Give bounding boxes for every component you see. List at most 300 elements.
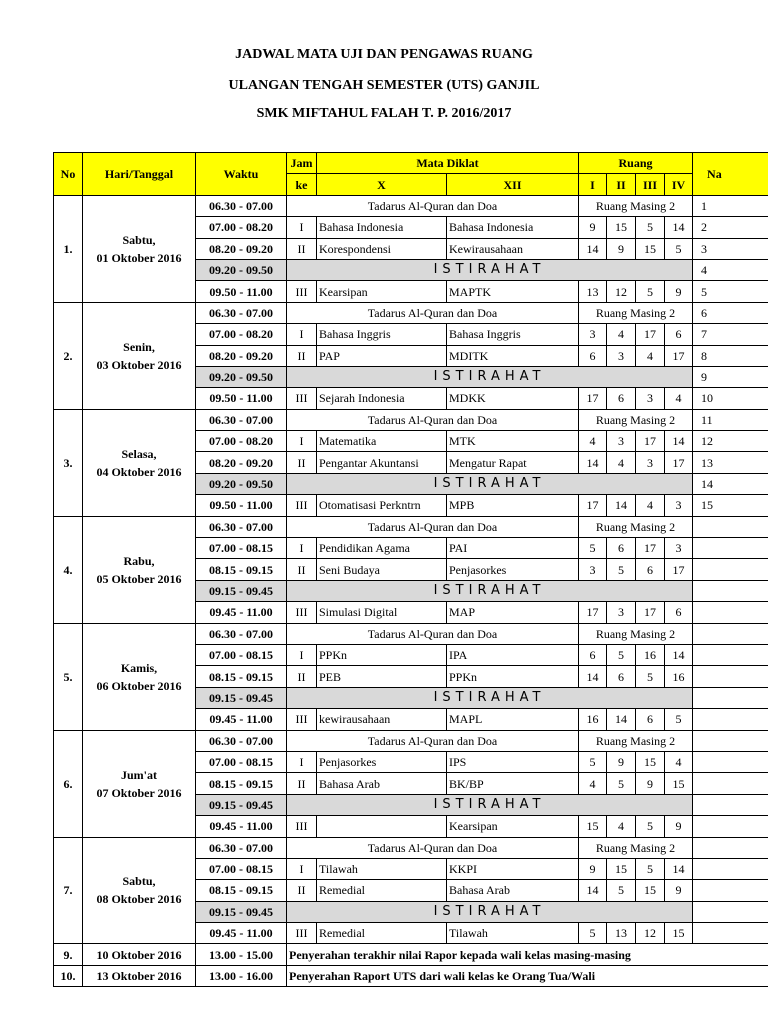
table-row (54, 195, 768, 216)
jam-cell: III (287, 281, 317, 302)
day-name: Selasa, (121, 446, 157, 461)
room-1-cell: 5 (579, 923, 607, 944)
room-4-cell: 4 (665, 388, 693, 409)
tadarus-cell: Tadarus Al-Quran dan Doa (287, 302, 579, 323)
time-cell: 09.45 - 11.00 (196, 602, 287, 623)
header-no: No (54, 153, 83, 196)
na-cell: 13 (693, 452, 768, 473)
room-2-cell: 3 (607, 602, 636, 623)
room-1-cell: 5 (579, 751, 607, 772)
tadarus-cell: Tadarus Al-Quran dan Doa (287, 195, 579, 216)
time-cell: 09.50 - 11.00 (196, 388, 287, 409)
istirahat-cell: ISTIRAHAT (287, 473, 693, 494)
title-line-1: JADWAL MATA UJI DAN PENGAWAS RUANG (235, 47, 533, 62)
jam-cell: I (287, 431, 317, 452)
schedule-table (53, 152, 768, 987)
header-hari-tanggal: Hari/Tanggal (83, 153, 196, 196)
room-1-cell: 14 (579, 666, 607, 687)
room-3-cell: 17 (636, 324, 665, 345)
na-cell: 8 (693, 345, 768, 366)
room-2-cell: 3 (607, 345, 636, 366)
subject-x-cell: Simulasi Digital (317, 602, 447, 623)
na-cell (693, 794, 768, 815)
room-4-cell: 14 (665, 644, 693, 665)
day-name: Kamis, (120, 660, 158, 675)
day-number: 6. (54, 730, 83, 837)
room-2-cell: 12 (607, 281, 636, 302)
day-name: Rabu, (123, 553, 155, 568)
subject-xii-cell: Bahasa Indonesia (447, 217, 579, 238)
ruang-masing-cell: Ruang Masing 2 (579, 623, 693, 644)
time-cell: 09.45 - 11.00 (196, 816, 287, 837)
na-cell (693, 730, 768, 751)
na-cell: 15 (693, 495, 768, 516)
room-3-cell: 4 (636, 495, 665, 516)
header-ruang-3: III (636, 174, 665, 195)
title-line-3: SMK MIFTAHUL FALAH T. P. 2016/2017 (256, 106, 512, 121)
ruang-masing-cell: Ruang Masing 2 (579, 516, 693, 537)
room-3-cell: 17 (636, 431, 665, 452)
istirahat-cell: ISTIRAHAT (287, 901, 693, 922)
subject-xii-cell: MTK (447, 431, 579, 452)
header-mata-diklat: Mata Diklat (317, 153, 579, 174)
na-cell (693, 602, 768, 623)
jam-cell: III (287, 923, 317, 944)
header-ruang: Ruang (579, 153, 693, 174)
room-2-cell: 3 (607, 431, 636, 452)
room-4-cell: 15 (665, 923, 693, 944)
time-cell: 09.20 - 09.50 (196, 259, 287, 280)
subject-xii-cell: Penjasorkes (447, 559, 579, 580)
room-4-cell: 17 (665, 452, 693, 473)
ruang-masing-cell: Ruang Masing 2 (579, 837, 693, 858)
day-date: 07 Oktober 2016 (96, 785, 182, 800)
ruang-masing-cell: Ruang Masing 2 (579, 730, 693, 751)
time-cell: 07.00 - 08.15 (196, 644, 287, 665)
na-cell (693, 901, 768, 922)
na-cell (693, 666, 768, 687)
room-2-cell: 4 (607, 324, 636, 345)
time-cell: 07.00 - 08.15 (196, 858, 287, 879)
ruang-masing-cell: Ruang Masing 2 (579, 302, 693, 323)
time-cell: 09.15 - 09.45 (196, 794, 287, 815)
table-row (54, 837, 768, 858)
room-3-cell: 16 (636, 644, 665, 665)
room-3-cell: 15 (636, 751, 665, 772)
room-1-cell: 6 (579, 644, 607, 665)
room-4-cell: 5 (665, 709, 693, 730)
istirahat-cell: ISTIRAHAT (287, 794, 693, 815)
footer-date: 10 Oktober 2016 (83, 944, 196, 965)
subject-xii-cell: Tilawah (447, 923, 579, 944)
room-2-cell: 9 (607, 238, 636, 259)
subject-xii-cell: Mengatur Rapat (447, 452, 579, 473)
na-cell: 6 (693, 302, 768, 323)
room-2-cell: 5 (607, 880, 636, 901)
footer-date: 13 Oktober 2016 (83, 965, 196, 986)
jam-cell: I (287, 217, 317, 238)
room-1-cell: 5 (579, 538, 607, 559)
header-ruang-4: IV (665, 174, 693, 195)
room-3-cell: 12 (636, 923, 665, 944)
jam-cell: II (287, 452, 317, 473)
jam-cell: III (287, 709, 317, 730)
na-cell (693, 773, 768, 794)
jam-cell: II (287, 238, 317, 259)
time-cell: 09.45 - 11.00 (196, 709, 287, 730)
subject-x-cell: Sejarah Indonesia (317, 388, 447, 409)
header-class-xii: XII (447, 174, 579, 195)
room-4-cell: 6 (665, 324, 693, 345)
time-cell: 09.15 - 09.45 (196, 580, 287, 601)
day-number: 1. (54, 195, 83, 302)
day-date: 05 Oktober 2016 (96, 571, 182, 586)
room-3-cell: 17 (636, 602, 665, 623)
day-date: 04 Oktober 2016 (96, 464, 182, 479)
na-cell (693, 538, 768, 559)
subject-x-cell: Bahasa Arab (317, 773, 447, 794)
room-2-cell: 6 (607, 666, 636, 687)
subject-xii-cell: MAPTK (447, 281, 579, 302)
subject-x-cell: Seni Budaya (317, 559, 447, 580)
istirahat-cell: ISTIRAHAT (287, 580, 693, 601)
day-date: 01 Oktober 2016 (96, 250, 182, 265)
room-3-cell: 4 (636, 345, 665, 366)
room-1-cell: 17 (579, 495, 607, 516)
subject-x-cell: Bahasa Inggris (317, 324, 447, 345)
room-4-cell: 4 (665, 751, 693, 772)
jam-cell: II (287, 880, 317, 901)
room-4-cell: 9 (665, 281, 693, 302)
istirahat-cell: ISTIRAHAT (287, 687, 693, 708)
subject-x-cell: PAP (317, 345, 447, 366)
room-1-cell: 9 (579, 858, 607, 879)
jam-cell: III (287, 602, 317, 623)
table-row (54, 516, 768, 537)
subject-x-cell: Matematika (317, 431, 447, 452)
subject-x-cell: Kearsipan (317, 281, 447, 302)
footer-note: Penyerahan terakhir nilai Rapor kepada wali kelas masing-masing (287, 944, 768, 965)
room-4-cell: 14 (665, 431, 693, 452)
jam-cell: II (287, 773, 317, 794)
tadarus-cell: Tadarus Al-Quran dan Doa (287, 409, 579, 430)
time-cell: 06.30 - 07.00 (196, 302, 287, 323)
footer-row (54, 944, 768, 965)
subject-x-cell: PPKn (317, 644, 447, 665)
subject-xii-cell: IPA (447, 644, 579, 665)
na-cell: 9 (693, 366, 768, 387)
jam-cell: I (287, 858, 317, 879)
day-date-cell (83, 302, 196, 409)
day-date-cell (83, 837, 196, 944)
jam-cell: II (287, 666, 317, 687)
time-cell: 07.00 - 08.15 (196, 751, 287, 772)
time-cell: 08.15 - 09.15 (196, 559, 287, 580)
day-date-cell (83, 516, 196, 623)
subject-x-cell: Penjasorkes (317, 751, 447, 772)
room-3-cell: 5 (636, 217, 665, 238)
time-cell: 06.30 - 07.00 (196, 195, 287, 216)
room-4-cell: 3 (665, 538, 693, 559)
day-name: Sabtu, (122, 874, 156, 889)
room-4-cell: 6 (665, 602, 693, 623)
na-cell: 5 (693, 281, 768, 302)
room-4-cell: 17 (665, 559, 693, 580)
room-3-cell: 17 (636, 538, 665, 559)
room-1-cell: 17 (579, 602, 607, 623)
subject-x-cell: PEB (317, 666, 447, 687)
room-3-cell: 15 (636, 238, 665, 259)
day-date-cell (83, 623, 196, 730)
room-4-cell: 16 (665, 666, 693, 687)
day-date: 08 Oktober 2016 (96, 892, 182, 907)
room-3-cell: 6 (636, 709, 665, 730)
room-3-cell: 3 (636, 388, 665, 409)
day-date: 03 Oktober 2016 (96, 357, 182, 372)
table-row (54, 623, 768, 644)
subject-x-cell: Remedial (317, 880, 447, 901)
jam-cell: II (287, 559, 317, 580)
room-2-cell: 6 (607, 538, 636, 559)
room-4-cell: 14 (665, 217, 693, 238)
room-4-cell: 5 (665, 238, 693, 259)
na-cell: 10 (693, 388, 768, 409)
room-2-cell: 5 (607, 644, 636, 665)
na-cell (693, 580, 768, 601)
subject-xii-cell: MDKK (447, 388, 579, 409)
room-1-cell: 3 (579, 324, 607, 345)
footer-row (54, 965, 768, 986)
room-4-cell: 17 (665, 345, 693, 366)
na-cell (693, 687, 768, 708)
time-cell: 09.50 - 11.00 (196, 495, 287, 516)
time-cell: 06.30 - 07.00 (196, 516, 287, 537)
na-cell: 4 (693, 259, 768, 280)
day-date: 06 Oktober 2016 (96, 678, 182, 693)
room-1-cell: 6 (579, 345, 607, 366)
time-cell: 06.30 - 07.00 (196, 837, 287, 858)
subject-xii-cell: MAPL (447, 709, 579, 730)
room-3-cell: 6 (636, 559, 665, 580)
na-cell (693, 751, 768, 772)
time-cell: 09.20 - 09.50 (196, 473, 287, 494)
room-1-cell: 4 (579, 431, 607, 452)
table-row (54, 730, 768, 751)
header-na: Na (693, 153, 768, 196)
subject-x-cell: Tilawah (317, 858, 447, 879)
subject-xii-cell: PAI (447, 538, 579, 559)
na-cell: 1 (693, 195, 768, 216)
room-1-cell: 13 (579, 281, 607, 302)
subject-x-cell: Otomatisasi Perkntrn (317, 495, 447, 516)
na-cell (693, 623, 768, 644)
day-date-cell (83, 409, 196, 516)
subject-xii-cell: IPS (447, 751, 579, 772)
na-cell (693, 709, 768, 730)
footer-number: 9. (54, 944, 83, 965)
na-cell: 12 (693, 431, 768, 452)
time-cell: 08.20 - 09.20 (196, 452, 287, 473)
room-4-cell: 15 (665, 773, 693, 794)
room-1-cell: 14 (579, 452, 607, 473)
na-cell: 2 (693, 217, 768, 238)
table-row (54, 409, 768, 430)
room-4-cell: 3 (665, 495, 693, 516)
istirahat-cell: ISTIRAHAT (287, 259, 693, 280)
day-name: Senin, (123, 339, 155, 354)
day-name: Jum'at (121, 767, 157, 782)
subject-xii-cell: KKPI (447, 858, 579, 879)
room-2-cell: 9 (607, 751, 636, 772)
day-number: 4. (54, 516, 83, 623)
istirahat-cell: ISTIRAHAT (287, 366, 693, 387)
time-cell: 08.15 - 09.15 (196, 773, 287, 794)
room-3-cell: 5 (636, 816, 665, 837)
room-2-cell: 15 (607, 217, 636, 238)
header-waktu: Waktu (196, 153, 287, 196)
room-3-cell: 5 (636, 666, 665, 687)
room-3-cell: 3 (636, 452, 665, 473)
time-cell: 09.15 - 09.45 (196, 687, 287, 708)
room-2-cell: 13 (607, 923, 636, 944)
subject-xii-cell: MAP (447, 602, 579, 623)
tadarus-cell: Tadarus Al-Quran dan Doa (287, 516, 579, 537)
room-1-cell: 15 (579, 816, 607, 837)
room-2-cell: 6 (607, 388, 636, 409)
room-4-cell: 14 (665, 858, 693, 879)
na-cell (693, 858, 768, 879)
time-cell: 07.00 - 08.15 (196, 538, 287, 559)
room-3-cell: 5 (636, 858, 665, 879)
time-cell: 09.15 - 09.45 (196, 901, 287, 922)
header-jam: Jam (287, 153, 317, 174)
subject-xii-cell: MPB (447, 495, 579, 516)
subject-x-cell: Bahasa Indonesia (317, 217, 447, 238)
jam-cell: I (287, 324, 317, 345)
tadarus-cell: Tadarus Al-Quran dan Doa (287, 623, 579, 644)
room-2-cell: 5 (607, 773, 636, 794)
room-1-cell: 14 (579, 238, 607, 259)
footer-time: 13.00 - 15.00 (196, 944, 287, 965)
day-number: 7. (54, 837, 83, 944)
header-class-x: X (317, 174, 447, 195)
time-cell: 09.45 - 11.00 (196, 923, 287, 944)
day-number: 5. (54, 623, 83, 730)
jam-cell: II (287, 345, 317, 366)
table-row (54, 302, 768, 323)
subject-xii-cell: MDITK (447, 345, 579, 366)
header-ruang-2: II (607, 174, 636, 195)
day-number: 2. (54, 302, 83, 409)
room-2-cell: 5 (607, 559, 636, 580)
ruang-masing-cell: Ruang Masing 2 (579, 195, 693, 216)
time-cell: 06.30 - 07.00 (196, 409, 287, 430)
schedule-body (54, 195, 768, 986)
na-cell (693, 923, 768, 944)
time-cell: 06.30 - 07.00 (196, 623, 287, 644)
time-cell: 08.15 - 09.15 (196, 880, 287, 901)
room-2-cell: 4 (607, 452, 636, 473)
room-1-cell: 3 (579, 559, 607, 580)
day-name: Sabtu, (122, 232, 156, 247)
subject-xii-cell: PPKn (447, 666, 579, 687)
na-cell (693, 644, 768, 665)
na-cell (693, 880, 768, 901)
na-cell: 7 (693, 324, 768, 345)
title-line-2: ULANGAN TENGAH SEMESTER (UTS) GANJIL (228, 78, 540, 93)
room-1-cell: 16 (579, 709, 607, 730)
day-number: 3. (54, 409, 83, 516)
room-1-cell: 4 (579, 773, 607, 794)
jam-cell: I (287, 751, 317, 772)
na-cell: 3 (693, 238, 768, 259)
time-cell: 06.30 - 07.00 (196, 730, 287, 751)
subject-x-cell: Korespondensi (317, 238, 447, 259)
na-cell (693, 837, 768, 858)
room-4-cell: 9 (665, 880, 693, 901)
time-cell: 08.20 - 09.20 (196, 345, 287, 366)
subject-xii-cell: Bahasa Arab (447, 880, 579, 901)
footer-number: 10. (54, 965, 83, 986)
time-cell: 07.00 - 08.20 (196, 217, 287, 238)
subject-xii-cell: Kearsipan (447, 816, 579, 837)
jam-cell: I (287, 538, 317, 559)
room-2-cell: 14 (607, 709, 636, 730)
room-1-cell: 14 (579, 880, 607, 901)
day-date-cell (83, 195, 196, 302)
time-cell: 07.00 - 08.20 (196, 431, 287, 452)
tadarus-cell: Tadarus Al-Quran dan Doa (287, 730, 579, 751)
ruang-masing-cell: Ruang Masing 2 (579, 409, 693, 430)
subject-x-cell (317, 816, 447, 837)
subject-x-cell: Pendidikan Agama (317, 538, 447, 559)
room-1-cell: 17 (579, 388, 607, 409)
room-4-cell: 9 (665, 816, 693, 837)
na-cell (693, 559, 768, 580)
room-3-cell: 15 (636, 880, 665, 901)
subject-x-cell: Remedial (317, 923, 447, 944)
room-3-cell: 9 (636, 773, 665, 794)
jam-cell: III (287, 816, 317, 837)
room-2-cell: 15 (607, 858, 636, 879)
time-cell: 08.15 - 09.15 (196, 666, 287, 687)
footer-note: Penyerahan Raport UTS dari wali kelas ke Orang Tua/Wali (287, 965, 768, 986)
time-cell: 09.20 - 09.50 (196, 366, 287, 387)
na-cell: 14 (693, 473, 768, 494)
day-date-cell (83, 730, 196, 837)
jam-cell: III (287, 495, 317, 516)
subject-xii-cell: Bahasa Inggris (447, 324, 579, 345)
jam-cell: III (287, 388, 317, 409)
footer-time: 13.00 - 16.00 (196, 965, 287, 986)
header-row-1 (54, 153, 768, 174)
room-2-cell: 14 (607, 495, 636, 516)
time-cell: 07.00 - 08.20 (196, 324, 287, 345)
subject-x-cell: kewirausahaan (317, 709, 447, 730)
na-cell: 11 (693, 409, 768, 430)
jam-cell: I (287, 644, 317, 665)
time-cell: 09.50 - 11.00 (196, 281, 287, 302)
na-cell (693, 816, 768, 837)
time-cell: 08.20 - 09.20 (196, 238, 287, 259)
room-3-cell: 5 (636, 281, 665, 302)
subject-xii-cell: Kewirausahaan (447, 238, 579, 259)
room-2-cell: 4 (607, 816, 636, 837)
tadarus-cell: Tadarus Al-Quran dan Doa (287, 837, 579, 858)
subject-x-cell: Pengantar Akuntansi (317, 452, 447, 473)
na-cell (693, 516, 768, 537)
subject-xii-cell: BK/BP (447, 773, 579, 794)
